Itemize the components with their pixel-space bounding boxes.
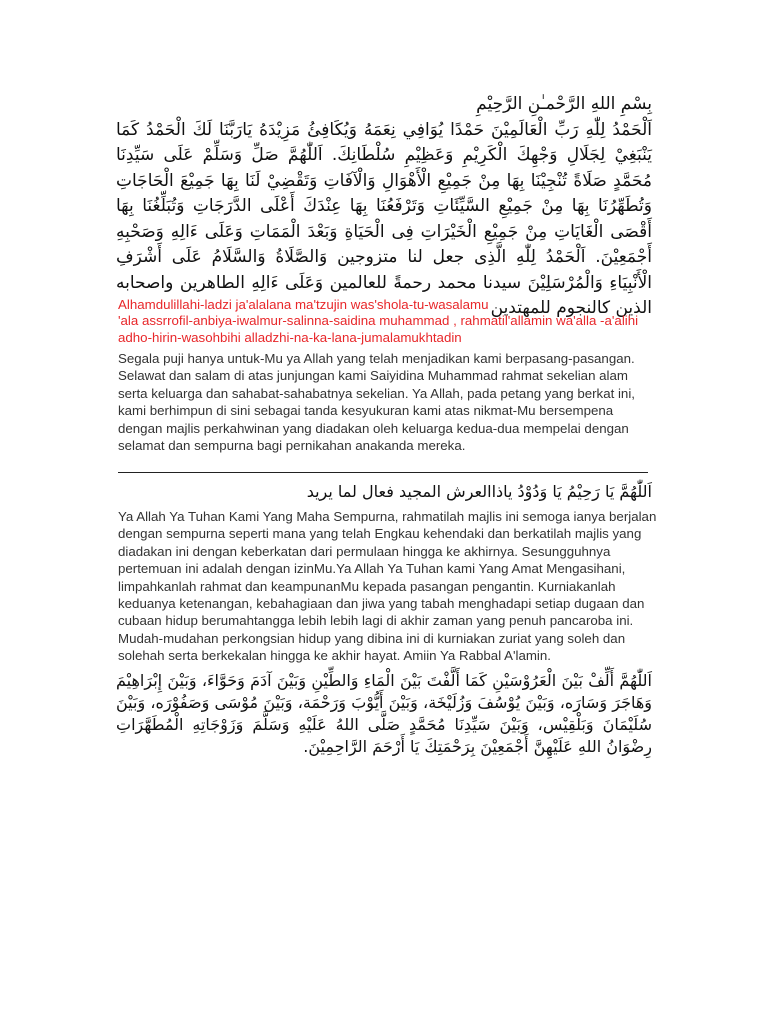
transliteration-line: 'ala assrrofil-anbiya-iwalmur-salinna-saidina muhammad , rahmatil'allamin wa'alla -a'alihi — [118, 313, 639, 329]
transliteration-line: Alhamdulillahi-ladzi ja'alalana ma'tzujin was'shola-tu-wasalamu — [118, 297, 489, 312]
translation-paragraph-1: Segala puji hanya untuk-Mu ya Allah yang telah menjadikan kami berpasang-pasangan. Selawat dan salam di atas junjungan kami Saiyidina Muhammad rahmat sekelian alam serta keluarga dan sahabat-sahabatnya sekelian. Ya Allah, pada petang yang berkat ini, kami berhimpun di sini sebagai tanda kesyukuran kami atas nikmat-Mu bersempena dengan majlis perkahwinan yang diadakan oleh keluarga kedua-dua mempelai dengan selamat dan sempurna bagi pernikahan anakanda mereka. — [118, 351, 635, 454]
transliteration — [118, 297, 658, 346]
transliteration-line: adho-hirin-wasohbihi alladzhi-na-ka-lana-jumalamukhtadin — [118, 329, 462, 345]
arabic-closing-prayer: اَللّٰهُمَّ أَلِّفْ بَيْنَ الْعَرُوْسَيْنِ كَمَا أَلَّفْتَ بَيْنَ الْمَاءِ وَالطِّيْنِ وَبَيْنَ آدَمَ وَحَوَّاءَ، وَبَيْنَ إِبْرَاهِيْمَ وَهَاجَرَ وَسَارَه، وَبَيْنَ يُوْسُفَ وَزُلَيْخَة، وَبَيْنَ أَيُّوْبَ وَرَحْمَة، وَبَيْنَ مُوْسَى وَصَفُوْرَه، وَبَيْنَ سُلَيْمَانَ وَبَلْقِيْس، وَبَيْنَ سَيِّدِنَا مُحَمَّدٍ صَلَّى اللهُ عَلَيْهِ وَسَلَّمَ وَزَوْجَاتِهِ الْمُطَهَّرَاتِ رِضْوَانُ اللهِ عَلَيْهِنَّ أَجْمَعِيْنَ بِرَحْمَتِكَ يَا أَرْحَمَ الرَّاحِمِيْنَ. — [116, 671, 652, 756]
translation-paragraph-2: Ya Allah Ya Tuhan Kami Yang Maha Sempurna, rahmatilah majlis ini semoga ianya berjalan dengan sempurna seperti mana yang telah Engkau kehendaki dan berkatilah majlis yang diadakan ini dengan keberkatan dari permulaan hingga ke akhirnya. Sesungguhnya pertemuan ini adalah dengan izinMu.Ya Allah Ya Tuhan kami Yang Amat Mengasihani, limpahkanlah rahmat dan keampunanMu kepada pasangan pengantin. Kurniakanlah keduanya ketenangan, kebahagiaan dan jiwa yang tabah menghadapi setiap dugaan dan cubaan hidup berumahtangga lebih lebih lagi di akhir zaman yang penuh pancaroba ini. Mudah-mudahan perkongsian hidup yang dibina ini di kurniakan zuriat yang soleh dan solehah serta berkekalan hingga ke akhir hayat. Amiin Ya Rabbal A'lamin. — [118, 509, 657, 664]
arabic-invocation: اَللّٰهُمَّ يَا رَحِيْمُ يَا وَدُوْدُ ياذاالعرش المجيد فعال لما يريد — [306, 482, 652, 501]
basmala: بِسْمِ اللهِ الرَّحْمـٰنِ الرَّحِيْمِ — [476, 94, 652, 114]
arabic-opening-prayer — [116, 92, 652, 322]
arabic-praise-text: اَلْحَمْدُ لِلّٰهِ رَبِّ الْعَالَمِيْنَ حَمْدًا يُوَافِي نِعَمَهُ وَيُكَافِئُ مَزِيْدَهُ يَارَبَّنَا لَكَ الْحَمْدُ كَمَا يَنْبَغِيْ لِجَلَالِ وَجْهِكَ الْكَرِيْمِ وَعَظِيْمِ سُلْطَانِكَ. اَللّٰهُمَّ صَلِّ وَسَلِّمْ عَلَى سَيِّدِنَا مُحَمَّدٍ صَلَاةً تُنْجِيْنَا بِهَا مِنْ جَمِيْعِ الْأَهْوَالِ وَالْآفَاتِ وَتَقْضِيْ لَنَا بِهَا جَمِيْعَ الْحَاجَاتِ وَتُطَهِّرُنَا بِهَا مِنْ جَمِيْعِ السَّيِّئَاتِ وَتَرْفَعُنَا بِهَا عِنْدَكَ أَعْلَى الدَّرَجَاتِ وَتُبَلِّغُنَا بِهَا أَقْصَى الْغَايَاتِ مِنْ جَمِيْعِ الْخَيْرَاتِ فِى الْحَيَاةِ وَبَعْدَ الْمَمَاتِ وَعَلَى ءَالِهِ وَصَحْبِهِ أَجْمَعِيْنَ. اَلْحَمْدُ لِلّٰهِ الَّذِى جعل لنا متزوجين وَالصَّلَاةُ وَالسَّلَامُ عَلَى أَشْرَفِ الْأَنْبِيَاءِ وَالْمُرْسَلِيْنَ سيدنا محمد رحمةً للعالمين وَعَلَى ءَالِهِ الطاهرين واصحابه الذين كالنجوم للمهتدين — [116, 119, 652, 318]
divider — [118, 472, 648, 473]
